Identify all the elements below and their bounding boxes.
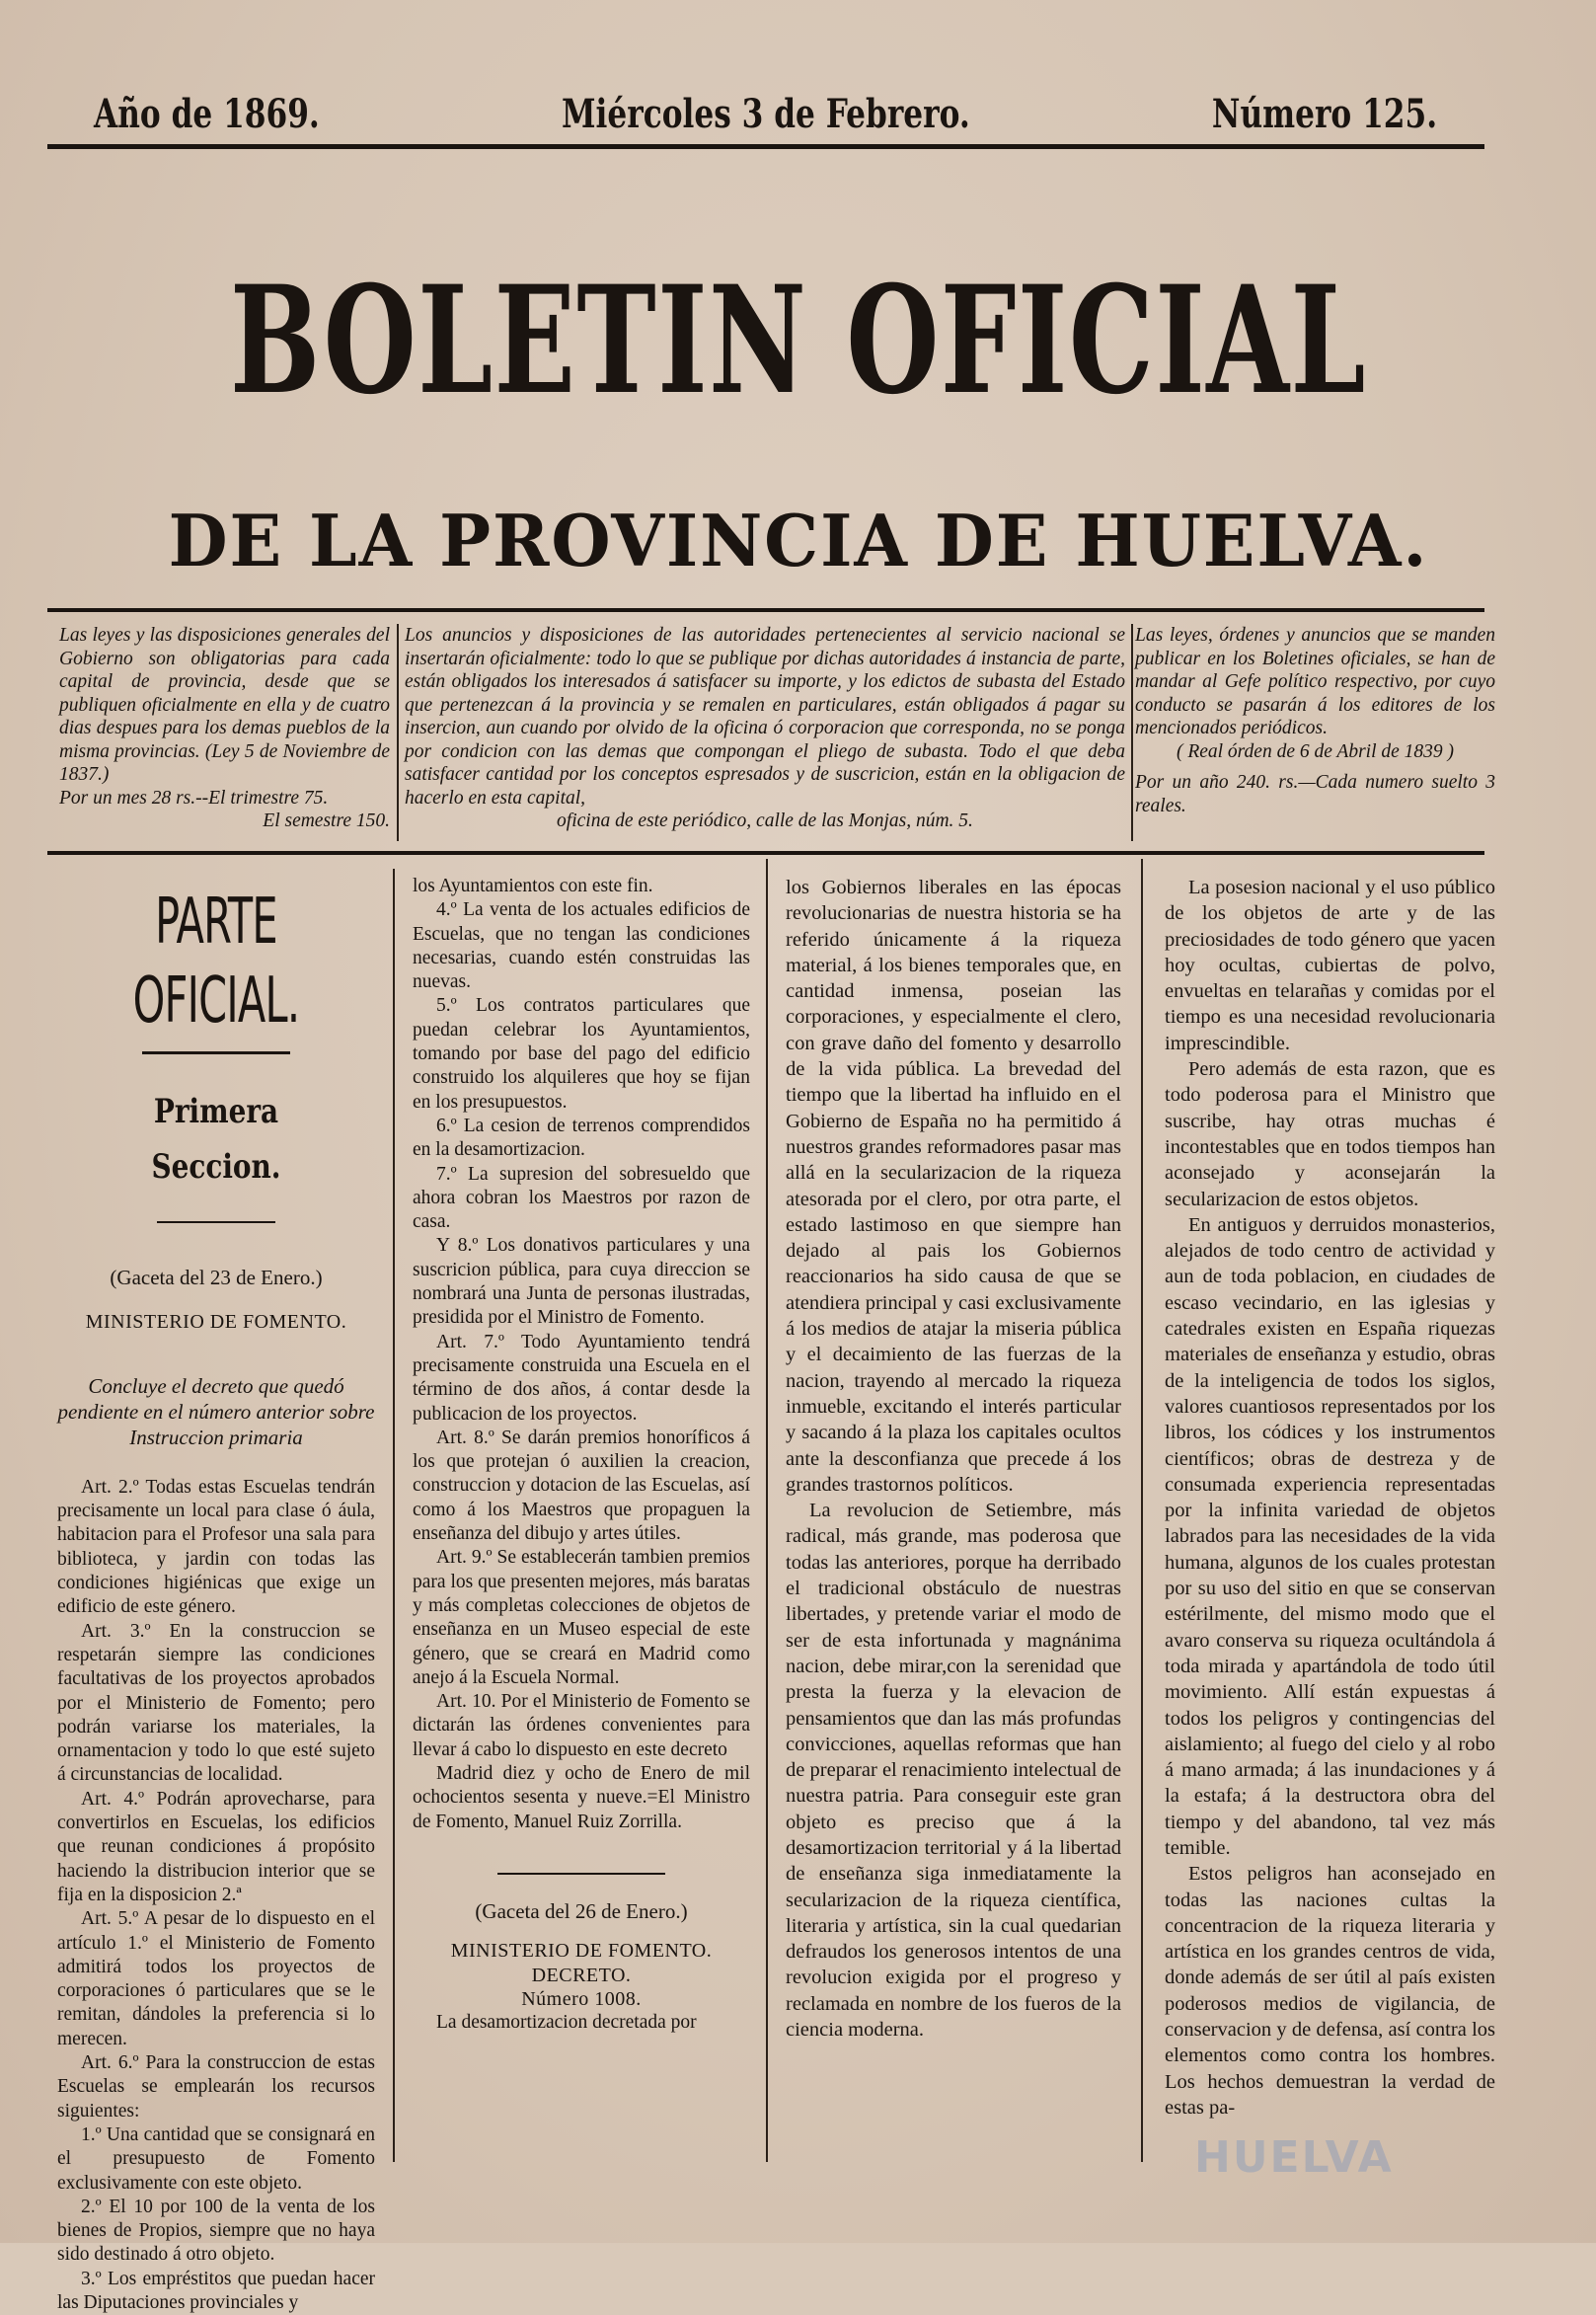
column-1 [57, 875, 375, 2315]
info-divider-2 [1131, 624, 1133, 841]
info-center-text: Los anuncios y disposiciones de las autoridades pertenecientes al servicio nacional se insertarán oficialmente: todo lo que se publique por dichas autoridades á instancia de parte, están obligados los interesados á satisfacer su importe, y los edictos de subasta del Estado que pertenezcan á la provincia y se remalen en particulares, están obligados á pagar su insercion, aun cuando por olvido de la oficina ó corporacion que corresponda, no se ponga por condicion con las demas que compongan el pliego de subasta. Todo el que deba satisfacer cantidad por los conceptos espresados y de suscricion, están en la obligacion de hacerlo en esta capital, [405, 625, 1125, 809]
article-paragraph: Art. 7.º Todo Ayuntamiento tendrá precisamente construida una Escuela en el término de dos años, á contar desde la publicacion de los proyectos. [413, 1331, 750, 1425]
column-2 [413, 875, 750, 2036]
article-paragraph: La posesion nacional y el uso público de los objetos de arte y de las preciosidades de todo género que yacen hoy ocultas, cubiertas de polvo, envueltas en telarañas y comidas por el tiempo es una necesidad revolucionaria imprescindible. [1165, 877, 1495, 1054]
ornament-small [413, 1858, 750, 1882]
masthead-number: Número 125. [1211, 90, 1438, 137]
gaceta-ref: (Gaceta del 23 de Enero.) [110, 1266, 323, 1290]
info-divider-1 [397, 624, 399, 841]
article-paragraph: Art. 8.º Se darán premios honoríficos á los que protejan ó auxilien la creacion, construccion y dotacion de las Escuelas, así como á los Maestros que propaguen la enseñanza del dibujo y artes útiles. [413, 1427, 750, 1545]
ornament [57, 1041, 375, 1064]
section-heading: PARTE OFICIAL. [132, 886, 300, 1038]
article-paragraph: 6.º La cesion de terrenos comprendidos en la desamortizacion. [413, 1115, 750, 1161]
article-paragraph: los Gobiernos liberales en las épocas revolucionarias de nuestra historia se ha referido únicamente á la riqueza material, á los bienes temporales que, en cantidad inmensa, poseian las corporaciones, y especialmente el clero, con grave daño del fomento y desarrollo de la vida pública. La brevedad del tiempo que la libertad ha influido en el Gobierno de España no ha permitido á nuestros grandes reformadores pasar mas allá en la secularizacion de la riqueza atesorada por el clero, por otra parte, el estado lastimoso en que siempre han dejado al pais los Gobiernos reaccionarios ha sido causa de que se atendiera principal y casi exclusivamente á los medios de atajar la miseria pública y el decaimiento de las fuerzas de la nacion, trayendo al mercado la riqueza inmueble, excitando el interés particular y sacando á la plaza los capitales ocultos ante la desconfianza que precede á los grandes trastornos políticos. [786, 877, 1121, 1496]
ministry-heading: MINISTERIO DE FOMENTO. [85, 1310, 347, 1333]
info-left [59, 624, 390, 833]
article-paragraph: Pero además de esta razon, que es todo poderosa para el Ministro que suscribe, hay otras muchas é incontestables que en todos tiempos han aconsejado y aconsejarán la secularizacion de estos objetos. [1165, 1058, 1495, 1210]
header-rule [47, 608, 1484, 612]
article-paragraph: Art. 4.º Podrán aprovecharse, para convertirlos en Escuelas, los edificios que reunan condiciones á propósito haciendo la distribucion interior que se fija en la disposicion 2.ª [57, 1788, 375, 1905]
column-divider-2 [766, 859, 768, 2162]
title-line2: DE LA PROVINCIA DE HUELVA. [168, 499, 1428, 582]
decree-number: Número 1008. [521, 1988, 642, 2011]
masthead [94, 84, 1437, 143]
info-right-text: Las leyes, órdenes y anuncios que se manden publicar en los Boletines oficiales, se han de mandar al Gefe político respectivo, por cuyo conducto se pasarán á los editores de los mencionados periódicos. [1135, 625, 1495, 738]
article-paragraph: Art. 10. Por el Ministerio de Fomento se dictarán las órdenes convenientes para llevar á cabo lo dispuesto en este decreto [413, 1691, 750, 1760]
article-paragraph: 4.º La venta de los actuales edificios de Escuelas, que no tengan las condiciones necesarias, cuando estén construidas las nuevas. [413, 899, 750, 993]
article-paragraph: Estos peligros han aconsejado en todas las naciones cultas la concentracion de la riqueza literaria y artística en los grandes centros de vida, donde además de ser útil al país existen poderosos medios de vigilancia, de conservacion y de defensa, así contra los elementos como contra los hombres. Los hechos demuestran la verdad de estas pa- [1165, 1863, 1495, 2119]
info-center-last: oficina de este periódico, calle de las Monjas, núm. 5. [557, 810, 973, 831]
info-left-text: Las leyes y las disposiciones generales del Gobierno son obligatorias para cada capital de provincia, desde que se publiquen oficialmente en ella y de cuatro dias despues para los demas pueblos de la misma provincias. (Ley 5 de Noviembre de 1837.) [59, 625, 390, 785]
info-left-price1: Por un mes 28 rs.--El trimestre 75. [59, 787, 329, 809]
article-paragraph: La desamortizacion decretada por [436, 2012, 697, 2034]
article-paragraph: En antiguos y derruidos monasterios, alejados de todo centro de actividad y aun de toda poblacion, en ciudades de escaso vecindario, en las iglesias y catedrales existen en España riquezas materiales de enseñanza y estudio, obras de la inteligencia de todos los siglos, valores cuantiosos representados por los libros, los códices y los instrumentos científicos; obras de destreza y de consumada experiencia representadas por la infinita variedad de objetos labrados para las necesidades de la vida humana, algunos de los cuales protestan por su uso del sitio en que se conservan estérilmente, del mismo modo que el avaro conserva su riqueza ocultándola á toda mirada y apartándola de todo útil movimiento. Allí están expuestas á todos los peligros y contingencias del aislamiento; al fuego del cielo y al robo á mano armada; á las inundaciones y á la estafa; á la destructora obra del tiempo y del abandono, tal vez más temible. [1165, 1213, 1495, 1859]
masthead-year: Año de 1869. [94, 90, 320, 137]
column-divider-1 [393, 869, 395, 2162]
archive-watermark: HUELVA [1194, 2132, 1394, 2183]
article-paragraph: Art. 6.º Para la construccion de estas Escuelas se emplearán los recursos siguientes: [57, 2052, 375, 2122]
masthead-date: Miércoles 3 de Febrero. [562, 90, 970, 137]
content-rule [47, 851, 1484, 855]
subsection-heading: Primera Seccion. [151, 1092, 281, 1187]
article-paragraph: 7.º La supresion del sobresueldo que ahora cobran los Maestros por razon de casa. [413, 1163, 750, 1233]
article-paragraph: Art. 2.º Todas estas Escuelas tendrán precisamente un local para clase ó áula, habitacion para el Profesor una sala para biblioteca, y jardin con todas las condiciones higiénicas que exige un edificio de este género. [57, 1476, 375, 1618]
gaceta-ref: (Gaceta del 26 de Enero.) [475, 1899, 688, 1924]
info-right-price: Por un año 240. rs.—Cada numero suelto 3 reales. [1135, 772, 1495, 816]
article-paragraph: 2.º El 10 por 100 de la venta de los bienes de Propios, siempre que no haya sido destinado á otro objeto. [57, 2196, 375, 2266]
article-paragraph: Art. 5.º A pesar de lo dispuesto en el artículo 1.º el Ministerio de Fomento admitirá todos los proyectos de corporaciones ó particulares que se le remitan, dándoles la preferencia si lo merecen. [57, 1908, 375, 2049]
newspaper-subtitle [0, 499, 1596, 582]
info-right [1135, 624, 1495, 817]
article-paragraph: Art. 9.º Se establecerán tambien premios para los que presenten mejores, más baratas y más completas colecciones de objetos de enseñanza en un Museo especial de este género, que se creará en Madrid como anejo á la Escuela Normal. [413, 1547, 750, 1688]
column-divider-3 [1141, 859, 1143, 2162]
column-3 [786, 875, 1121, 2043]
article-paragraph: La revolucion de Setiembre, más radical, más grande, mas poderosa que todas las anteriores, porque ha derribado el tradicional obstáculo de nuestras libertades, y pretende variar el modo de ser de esta infortunada y magnánima nacion, debe mirar,con la serenidad que presta la fuerza y la elevacion de pensamientos que dan las más profundas convicciones, aquellas reformas que han de preparar el renacimiento intelectual de nuestra patria. Para conseguir este gran objeto es preciso que á la desamortizacion territorial y á la libertad de enseñanza siga inmediatamente la secularizacion de la riqueza científica, literaria y artística, sin la cual quedarian defraudos los generosos intentos de una revolucion exigida por el progreso y reclamada en nombre de los fueros de la ciencia moderna. [786, 1500, 1121, 2042]
masthead-rule [47, 144, 1484, 149]
article-paragraph: Y 8.º Los donativos particulares y una suscricion pública, para cuya direccion se nombrará una Junta de personas ilustradas, presidida por el Ministro de Fomento. [413, 1235, 750, 1329]
article-paragraph: los Ayuntamientos con este fin. [413, 876, 653, 896]
ministry-heading: MINISTERIO DE FOMENTO. [450, 1940, 713, 1963]
info-left-price2: El semestre 150. [263, 810, 390, 831]
decree-heading: DECRETO. [531, 1964, 632, 1986]
article-paragraph: 5.º Los contratos particulares que puedan celebrar los Ayuntamientos, tomando por base del pago del edificio construido los alquileres que hoy se fijan en los presupuestos. [413, 995, 750, 1113]
column-4 [1165, 875, 1495, 2121]
newspaper-title [0, 254, 1596, 427]
info-center [405, 624, 1125, 833]
decree-lead: Concluye el decreto que quedó pendiente en el número anterior sobre Instruccion primaria [57, 1373, 375, 1449]
article-paragraph: 1.º Una cantidad que se consignará en el presupuesto de Fomento exclusivamente con este objeto. [57, 2123, 375, 2194]
article-paragraph: 3.º Los empréstitos que puedan hacer las Diputaciones provinciales y [57, 2268, 375, 2313]
article-paragraph: Art. 3.º En la construccion se respetarán siempre las condiciones facultativas de los proyectos aprobados por el Ministerio de Fomento; pero podrán variarse los materiales, la ornamentacion y todo lo que esté sujeto á circunstancias de localidad. [57, 1620, 375, 1786]
ornament-small [57, 1206, 375, 1230]
title-line1: BOLETIN OFICIAL [229, 254, 1367, 427]
signature-paragraph: Madrid diez y ocho de Enero de mil ochocientos sesenta y nueve.=El Ministro de Fomento, Manuel Ruiz Zorrilla. [413, 1762, 750, 1832]
info-right-ref: ( Real órden de 6 de Abril de 1839 ) [1176, 740, 1455, 762]
